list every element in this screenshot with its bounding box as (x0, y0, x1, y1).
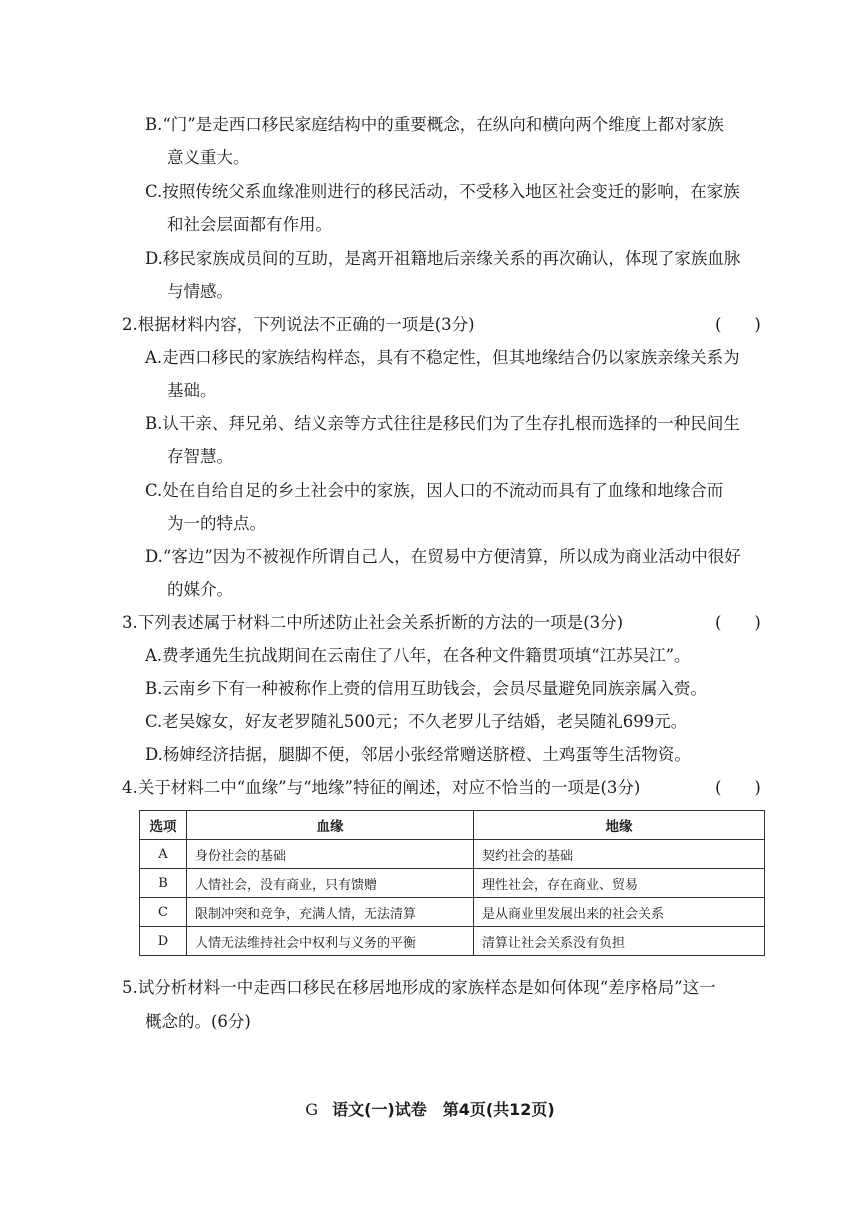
row-label: D (140, 927, 187, 956)
q5-stem-line2: 概念的。(6分) (145, 1012, 251, 1031)
row-label: B (140, 869, 187, 898)
page-footer (0, 1097, 860, 1120)
q4-answer-paren: ( ) (715, 778, 761, 797)
header-option: 选项 (140, 811, 187, 840)
q4-comparison-table (139, 810, 765, 956)
table-row (140, 927, 765, 956)
q2-option-b-line1: B.认干亲、拜兄弟、结义亲等方式往往是移民们为了生存扎根而选择的一种民间生 (145, 414, 740, 433)
row-label: A (140, 840, 187, 869)
row-label: C (140, 898, 187, 927)
q1-option-b-line1: B.“门”是走西口移民家庭结构中的重要概念，在纵向和横向两个维度上都对家族 (145, 115, 724, 134)
q5-stem-line1: 5.试分析材料一中走西口移民在移居地形成的家族样态是如何体现“差序格局”这一 (122, 978, 716, 997)
q4-stem: 4.关于材料二中“血缘”与“地缘”特征的阐述，对应不恰当的一项是(3分) (122, 778, 641, 797)
q2-option-a-line1: A.走西口移民的家族结构样态，具有不稳定性，但其地缘结合仍以家族亲缘关系为 (145, 348, 740, 367)
q3-option-b: B.云南乡下有一种被称作上赍的信用互助钱会，会员尽量避免同族亲属入赍。 (145, 679, 707, 698)
q2-option-c-line2: 为一的特点。 (167, 514, 266, 533)
blood-tie-cell: 人情无法维持社会中权利与义务的平衡 (187, 927, 474, 956)
q2-option-b-line2: 存智慧。 (167, 447, 233, 466)
q2-option-d-line1: D.“客边”因为不被视作所谓自己人，在贸易中方便清算，所以成为商业活动中很好 (145, 547, 741, 566)
q2-option-c-line1: C.处在自给自足的乡土社会中的家族，因人口的不流动而具有了血缘和地缘合而 (145, 481, 724, 500)
q3-option-d: D.杨婶经济拮据，腿脚不便，邻居小张经常赠送脐橙、土鸡蛋等生活物资。 (145, 745, 691, 764)
page-number-text: 语文(一)试卷 第4页(共12页) (332, 1100, 555, 1119)
blood-tie-cell: 身份社会的基础 (187, 840, 474, 869)
header-blood-tie: 血缘 (187, 811, 474, 840)
q2-option-a-line2: 基础。 (167, 381, 217, 400)
q3-option-a: A.费孝通先生抗战期间在云南住了八年，在各种文件籍贯项填“江苏吴江”。 (145, 646, 691, 665)
geo-tie-cell: 理性社会，存在商业、贸易 (474, 869, 765, 898)
blood-tie-cell: 限制冲突和竞争，充满人情，无法清算 (187, 898, 474, 927)
q3-option-c: C.老吴嫁女，好友老罗随礼500元；不久老罗儿子结婚，老吴随礼699元。 (145, 712, 688, 731)
q1-option-b-line2: 意义重大。 (167, 148, 250, 167)
q1-option-c-line1: C.按照传统父系血缘准则进行的移民活动，不受移入地区社会变迁的影响，在家族 (145, 182, 740, 201)
geo-tie-cell: 契约社会的基础 (474, 840, 765, 869)
q1-option-d-line1: D.移民家族成员间的互助，是离开祖籍地后亲缘关系的再次确认，体现了家族血脉 (145, 249, 741, 268)
q3-stem: 3.下列表述属于材料二中所述防止社会关系折断的方法的一项是(3分) (122, 613, 624, 632)
header-geo-tie: 地缘 (474, 811, 765, 840)
q1-option-c-line2: 和社会层面都有作用。 (167, 215, 332, 234)
q2-option-d-line2: 的媒介。 (167, 580, 233, 599)
geo-tie-cell: 是从商业里发展出来的社会关系 (474, 898, 765, 927)
paper-code: G (305, 1100, 319, 1119)
q2-answer-paren: ( ) (715, 315, 761, 334)
geo-tie-cell: 清算让社会关系没有负担 (474, 927, 765, 956)
q2-stem: 2.根据材料内容，下列说法不正确的一项是(3分) (122, 315, 475, 334)
table-header-row (140, 811, 765, 840)
table-row (140, 840, 765, 869)
table-row (140, 869, 765, 898)
q3-answer-paren: ( ) (715, 613, 761, 632)
table-row (140, 898, 765, 927)
q1-option-d-line2: 与情感。 (167, 282, 233, 301)
blood-tie-cell: 人情社会，没有商业，只有馈赠 (187, 869, 474, 898)
